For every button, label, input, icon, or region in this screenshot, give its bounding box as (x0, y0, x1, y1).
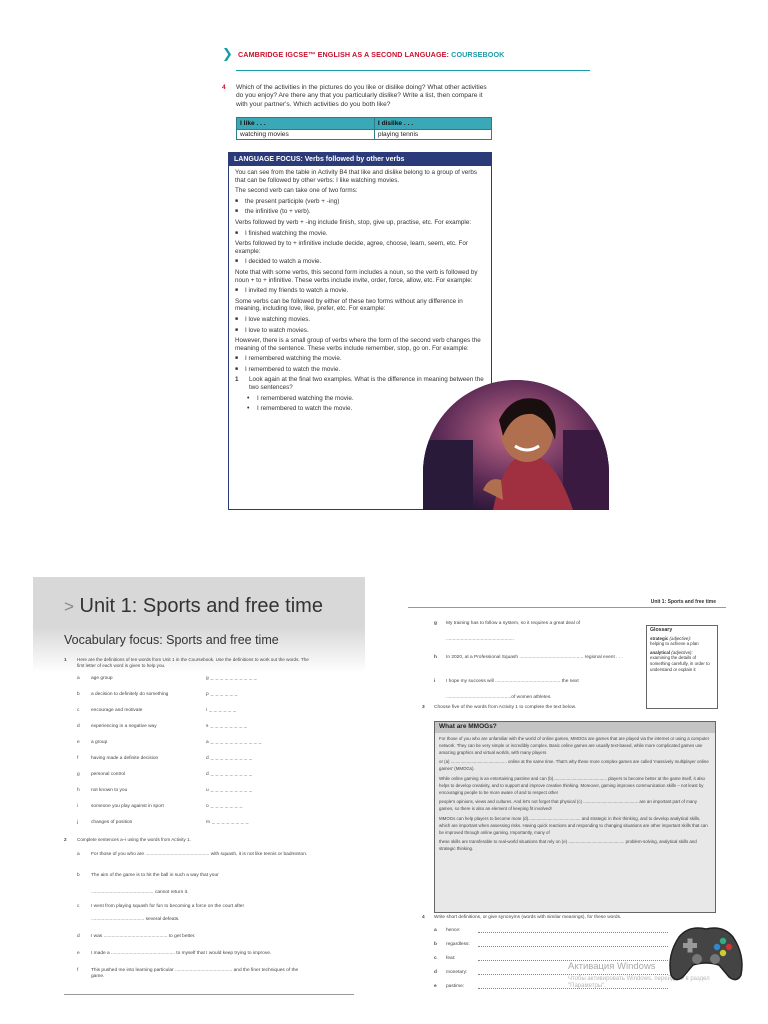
item-definition: encourage and motivate (91, 708, 143, 713)
item-letter: d (77, 934, 80, 939)
activation-watermark: Активация Windows (568, 961, 656, 972)
definition-row (33, 788, 365, 796)
definition-row (33, 740, 365, 748)
answer-line (478, 974, 668, 975)
gamepad-icon (665, 915, 747, 987)
definition-row (33, 692, 365, 700)
item-answer-hint: u _ _ _ _ _ _ _ _ _ (206, 788, 253, 793)
item-text: I hope my success will ................................................. the next (446, 679, 579, 684)
glossary-box (646, 625, 718, 709)
q1-text: Here are the definitions of ten words from Unit 1 in the Coursebook. Use the definitions to work out the words. The first letter of each word is given to help you. (77, 657, 309, 668)
item-letter: b (434, 942, 437, 947)
item-definition: personal control (91, 772, 126, 777)
item-answer-hint: a _ _ _ _ _ _ _ _ _ _ _ (206, 740, 262, 745)
item-answer-hint: g _ _ _ _ _ _ _ _ _ _ (206, 676, 258, 681)
item-letter: g (77, 772, 80, 777)
lf-numbered-item (235, 376, 485, 391)
lf-paragraph: You can see from the table in Activity B4 that like and dislike belong to a group of verbs that can be followed by other verbs: I like watching movies. (235, 169, 477, 184)
lf-bullet: ■ the infinitive (to + verb). (235, 208, 485, 216)
item-letter: b (77, 692, 80, 697)
glossary-title: Glossary (650, 627, 673, 633)
mmog-paragraph: While online gaming is an entertaining pastime and can (b)............................................ players to become better at the game itself, it also helps to develop creativity, and to support and improve creative thinking. Moreover, gaming improves communication skills – not least by encouraging people to be more aware of and to respect other (439, 775, 706, 795)
q3-text: Choose five of the words from Activity 1 to complete the text below. (434, 705, 577, 710)
workbook-page-left (33, 577, 365, 997)
item-letter: i (434, 679, 436, 684)
lf-bullet: ■ I remembered watching the movie. (235, 355, 485, 363)
lf-bullet: ■ I finished watching the movie. (235, 230, 485, 238)
mmog-title: What are MMOGs? (435, 722, 715, 733)
sentence-text: ........................................ several defeats. (91, 917, 180, 922)
mmog-paragraph: people's opinions, views and cultures. And let's not forget that physical (c) ............................................. are an important part of many games, so there is also an element of keeping fit involved! (439, 799, 697, 812)
glossary-entry (650, 636, 714, 647)
item-letter: a (77, 676, 80, 681)
item-letter: b (77, 873, 80, 878)
item-letter: h (77, 788, 80, 793)
lf-bullet: ■ I remembered to watch the movie. (235, 366, 485, 374)
question-number: 4 (222, 84, 226, 91)
word-label: monetary: (446, 970, 468, 975)
dislikes-cell: playing tennis (374, 130, 491, 140)
item-text: Look again at the final two examples. What is the difference in meaning between the two sentences? (249, 376, 484, 392)
sentence-row (33, 917, 365, 925)
lf-sub-bullet: • I remembered to watch the movie. (235, 405, 485, 413)
header-text: CAMBRIDGE IGCSE™ ENGLISH AS A SECOND LANGUAGE: (238, 50, 452, 59)
glossary-class: (adjective): (671, 649, 693, 655)
chevron-right-icon: > (64, 597, 74, 616)
glossary-word: strategic (650, 635, 669, 641)
mmog-paragraph: or (a) .............................................. online at the same time. That's why these more complex games are called 'massively multiplayer online games' (MMOGs). (439, 759, 709, 772)
item-letter: g (434, 621, 437, 626)
glossary-class: (adjective): (669, 635, 692, 641)
sentence-row (33, 904, 365, 912)
mmog-paragraph: these skills are transferable to real-world situations that rely on (e) .............................................. problem-solving, analytical skills and strategic thinking. (439, 839, 697, 852)
item-letter: e (77, 740, 80, 745)
item-letter: e (77, 951, 80, 956)
item-letter: d (77, 724, 80, 729)
item-answer-hint: p _ _ _ _ _ _ (206, 692, 238, 697)
q2-number: 2 (64, 837, 67, 842)
item-answer-hint: d _ _ _ _ _ _ _ _ _ (206, 772, 253, 777)
item-letter: a (434, 928, 437, 933)
definition-row (33, 756, 365, 764)
answer-line: .................................................of women athletes. (446, 695, 552, 700)
glossary-entry (650, 650, 714, 672)
lf-paragraph: However, there is a small group of verbs where the form of the second verb changes the meaning of the sentence. These verbs include remember, stop, go on. For example: (235, 337, 481, 352)
item-definition: a decision to definitely do something (91, 692, 169, 697)
sentence-row (33, 873, 365, 881)
section-title: Vocabulary focus: Sports and free time (64, 633, 279, 647)
unit-title (64, 595, 323, 618)
sentence-row (33, 951, 365, 959)
item-letter: e (434, 984, 437, 989)
word-label: regardless: (446, 942, 470, 947)
definition-row (33, 708, 365, 716)
item-letter: d (434, 970, 437, 975)
item-text: In 2020, at a Professional Squash ................................................ regional event . . . (446, 655, 623, 660)
item-answer-hint: m _ _ _ _ _ _ _ _ (206, 820, 249, 825)
glossary-definition: examining the details of something carefully, in order to understand or explain it (650, 655, 710, 672)
page-header: Unit 1: Sports and free time (650, 599, 716, 605)
sentence-row (33, 934, 365, 942)
chevron-right-icon: ❯ (222, 46, 233, 61)
lf-paragraph: Verbs followed by verb + -ing include finish, stop, give up, practise, etc. For example: (235, 218, 472, 226)
item-letter: c (434, 956, 437, 961)
item-definition: experiencing in a negative way (91, 724, 157, 729)
item-letter: i (77, 804, 79, 809)
mmog-paragraph: For those of you who are unfamiliar with the world of online games, MMOGs are games that are played via the internet or using a computer network. They can be very simple or incredibly complex. Basic online games are usually text-based, while more complicated games use amazing graphics and virtual worlds, with many players (439, 736, 710, 755)
word-label: hence: (446, 928, 461, 933)
definition-row (33, 804, 365, 812)
dislikes-header: I dislike . . . (374, 118, 491, 130)
definition-row (33, 820, 365, 828)
sentence-text: The aim of the game is to hit the ball in such a way that your (91, 873, 219, 878)
lf-bullet: ■ I invited my friends to watch a movie. (235, 287, 485, 295)
item-letter: c (77, 708, 80, 713)
likes-cell: watching movies (237, 130, 375, 140)
sentence-row (33, 890, 365, 898)
header-divider (408, 607, 726, 608)
item-letter: h (434, 655, 437, 660)
word-label: pastime: (446, 984, 465, 989)
definition-row (33, 772, 365, 780)
lf-bullet: ■ I decided to watch a movie. (235, 258, 485, 266)
sentence-text: This pushed me into learning particular ........................................... and the finer techniques of the game. (91, 968, 299, 979)
definition-row (33, 676, 365, 684)
sentence-text: I was ................................................ to get better. (91, 934, 196, 939)
item-letter: c (77, 904, 80, 909)
q4-text: Write short definitions, or give synonyms (words with similar meanings), for these words. (434, 915, 622, 920)
activation-watermark-sub: Чтобы активировать Windows, перейдите в раздел "Параметры". (568, 976, 710, 989)
lf-bullet: ■ the present participle (verb + -ing) (235, 198, 485, 206)
q1-number: 1 (64, 657, 67, 662)
item-definition: a group (91, 740, 108, 745)
glossary-definition: helping to achieve a plan (650, 641, 699, 647)
question-text: Which of the activities in the pictures do you like or dislike doing? What other activities do you enjoy? Are there any that you particularly dislike? Write a list, then compare it with your partner's. Which activities do you both like? (236, 84, 487, 108)
mmog-text-box (434, 721, 716, 913)
word-label: feat: (446, 956, 456, 961)
unit-title-text: Unit 1: Sports and free time (79, 595, 323, 617)
likes-header: I like . . . (237, 118, 375, 130)
lf-bullet: ■ I love watching movies. (235, 316, 485, 324)
lf-sub-bullet: • I remembered watching the movie. (235, 395, 485, 403)
question-4 (222, 84, 490, 109)
item-answer-hint: o _ _ _ _ _ _ _ (206, 804, 243, 809)
q4-number: 4 (422, 915, 425, 920)
answer-line (478, 932, 668, 933)
item-definition: not known to you (91, 788, 128, 793)
item-answer-hint: d _ _ _ _ _ _ _ _ _ (206, 756, 253, 761)
item-answer-hint: i _ _ _ _ _ _ (206, 708, 237, 713)
item-number: 1 (235, 376, 239, 384)
item-definition: changes of position (91, 820, 133, 825)
glossary-word: analytical (650, 649, 671, 655)
definition-row (33, 724, 365, 732)
lf-paragraph: Verbs followed by to + infinitive include decide, agree, choose, learn, seem, etc. For example: (235, 240, 468, 255)
answer-line (478, 946, 668, 947)
likes-table (236, 117, 492, 140)
sentence-text: ............................................... cannot return it. (91, 890, 189, 895)
item-definition: someone you play against in sport (91, 804, 164, 809)
item-letter: a (77, 852, 80, 857)
lf-paragraph: Note that with some verbs, this second form includes a noun, so the verb is followed by noun + to + infinitive. These verbs include invite, order, force, allow, etc. For example: (235, 268, 478, 284)
sentence-text: For those of you who are ................................................ with squash, it is not like tennis or badminton. (91, 852, 308, 857)
item-definition: having made a definite decision (91, 756, 159, 761)
lf-bullet: ■ I love to watch movies. (235, 327, 485, 335)
language-focus-title: LANGUAGE FOCUS: Verbs followed by other verbs (229, 153, 491, 166)
language-focus-body (229, 166, 491, 419)
sentence-text: I went from playing squash for fun to becoming a force on the court after (91, 904, 245, 909)
item-letter: j (77, 820, 79, 825)
footer-line (64, 994, 354, 995)
item-letter: f (77, 968, 79, 973)
item-letter: f (77, 756, 79, 761)
item-text: My training has to follow a system, so it requires a great deal of (446, 621, 581, 626)
q3-number: 3 (422, 705, 425, 710)
sentence-text: I made a ................................................ to myself that I would keep trying to improve. (91, 951, 272, 956)
lf-paragraph: Some verbs can be followed by either of these two forms without any difference in meaning, including love, like, prefer, etc. For example: (235, 297, 463, 313)
q2-text: Complete sentences a–i using the words from Activity 1. (77, 837, 191, 842)
mmog-paragraph: MMOGs can help players to become more (d)........................................... and strategic in their thinking, and to develop analytical skills, which are important when assessing risks. Having quick reactions and responding to changing situations are other important skills that can be improved through online gaming. Importantly, many of (439, 815, 708, 835)
item-definition: age group (91, 676, 113, 681)
item-answer-hint: s _ _ _ _ _ _ _ _ (206, 724, 248, 729)
answer-line: ................................................... (446, 637, 514, 642)
header-accent: COURSEBOOK (451, 50, 505, 59)
sentence-row (33, 968, 365, 979)
header-divider (236, 70, 590, 71)
sentence-row (33, 852, 365, 860)
lf-paragraph: The second verb can take one of two forms: (235, 187, 358, 195)
